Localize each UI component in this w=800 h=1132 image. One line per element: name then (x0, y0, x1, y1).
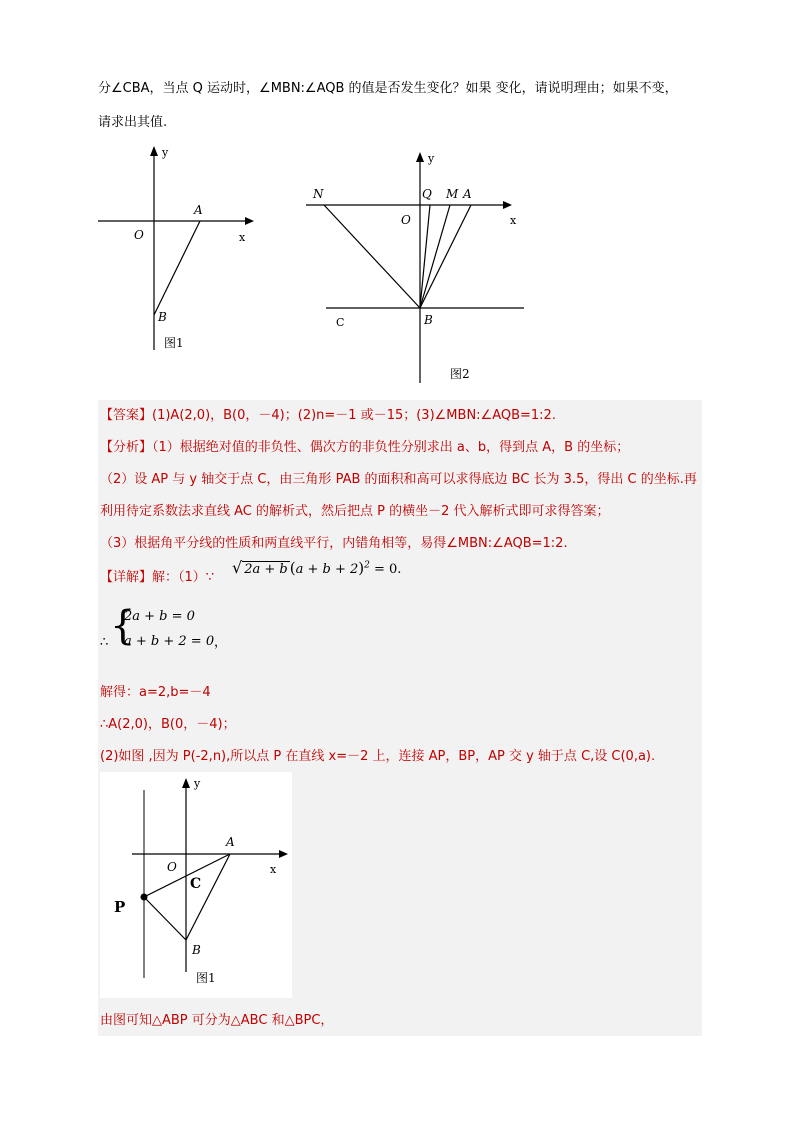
system-brace: { (110, 603, 136, 649)
fig3-segment-ab (186, 854, 230, 940)
fig2-label-b: B (424, 313, 433, 327)
fig1-label-b: B (158, 310, 167, 324)
detail-line-1 (100, 569, 214, 587)
fig3-point-p (141, 894, 148, 901)
exponent: 2 (364, 560, 370, 571)
paren-content: a + b + 2 (295, 562, 359, 577)
analysis-line-4: （3）根据角平分线的性质和两直线平行，内错角相等，易得∠MBN:∠AQB=1:2. (100, 536, 568, 551)
intro-line-2: 请求出其值. (98, 115, 168, 130)
figure-1 (96, 140, 266, 370)
analysis-tag: 【分析】 (100, 440, 153, 455)
fig1-x-arrow (245, 217, 254, 225)
fig1-label-x: x (239, 231, 246, 244)
fig2-x-arrow (503, 201, 512, 209)
fig2-y-arrow (416, 152, 424, 162)
fig1-label-o: O (134, 228, 144, 242)
fig3-label-a: A (226, 835, 235, 849)
figure-2 (300, 148, 530, 388)
fig3-label-b: B (192, 943, 201, 957)
fig3-x-arrow (279, 850, 288, 858)
analysis-line-3: 利用待定系数法求直线 AC 的解析式，然后把点 P 的横坐－2 代入解析式即可求得答案； (100, 504, 610, 519)
eq-period: . (397, 562, 402, 577)
sqrt-equation (232, 558, 401, 577)
fig3-label-p: P (114, 898, 126, 916)
fig3-segment-ap (144, 854, 230, 897)
fig1-y-arrow (150, 146, 158, 156)
coords-line: ∴A(2,0)，B(0，－4)； (100, 717, 236, 732)
therefore-sign: ∴ (100, 635, 109, 650)
fig1-label-a: A (194, 203, 203, 217)
fig3-y-arrow (182, 778, 190, 788)
fig3-caption: 图1 (196, 971, 216, 985)
solve-line: 解得：a=2,b=－4 (100, 685, 211, 700)
part2-line: (2)如图 ,因为 P(-2,n),所以点 P 在直线 x=－2 上，连接 AP，BP，AP 交 y 轴于点 C,设 C(0,a). (100, 749, 656, 764)
fig3-segment-pb (144, 897, 186, 940)
analysis-text-1: （1）根据绝对值的非负性、偶次方的非负性分别求出 a、b，得到点 A，B 的坐标； (152, 440, 630, 455)
fig2-caption: 图2 (450, 367, 470, 381)
eq-rhs: = 0 (369, 562, 398, 577)
system-eq-1: 2a + b = 0 (124, 609, 195, 624)
sqrt-content: 2a + b (244, 562, 288, 577)
fig2-label-n: N (313, 187, 324, 201)
figure-3 (100, 772, 292, 998)
sqrt-sign: √ (232, 558, 243, 577)
fig2-label-y: y (428, 152, 435, 165)
fig3-label-c: C (190, 876, 202, 892)
detail-prefix: 解：（1）∵ (152, 570, 215, 585)
fig2-label-o: O (401, 213, 411, 227)
fig1-caption: 图1 (164, 336, 184, 350)
analysis-line-1 (100, 439, 629, 457)
fig1-segment-ab (154, 221, 200, 315)
answer-tag: 【答案】 (100, 408, 153, 423)
answer-line (100, 407, 556, 425)
fig3-label-o: O (167, 860, 177, 874)
analysis-line-2: （2）设 AP 与 y 轴交于点 C，由三角形 PAB 的面积和高可以求得底边 BC 长为 3.5，得出 C 的坐标.再 (100, 472, 697, 487)
fig1-label-y: y (162, 146, 169, 159)
fig2-label-c: C (336, 316, 345, 329)
fig3-label-y: y (194, 777, 201, 790)
fig3-label-x: x (270, 863, 277, 876)
system-suffix: ， (214, 635, 228, 650)
answer-text: (1)A(2,0)，B(0，－4)；(2)n=－1 或－15；(3)∠MBN:∠AQB=1:2. (152, 408, 556, 423)
detail-tag: 【详解】 (100, 570, 153, 585)
last-line: 由图可知△ABP 可分为△ABC 和△BPC， (100, 1013, 334, 1028)
fig2-label-m: M (446, 187, 459, 201)
system-eq-2: a + b + 2 = 0 (124, 634, 215, 649)
paren-close: ) (358, 559, 365, 577)
fig2-label-q: Q (422, 187, 432, 201)
intro-line-1: 分∠CBA，当点 Q 运动时，∠MBN:∠AQB 的值是否发生变化？如果 变化，请说明理由；如果不变， (98, 81, 678, 96)
paren-open: ( (289, 559, 296, 577)
fig2-label-a: A (463, 187, 472, 201)
fig2-label-x: x (510, 214, 517, 227)
